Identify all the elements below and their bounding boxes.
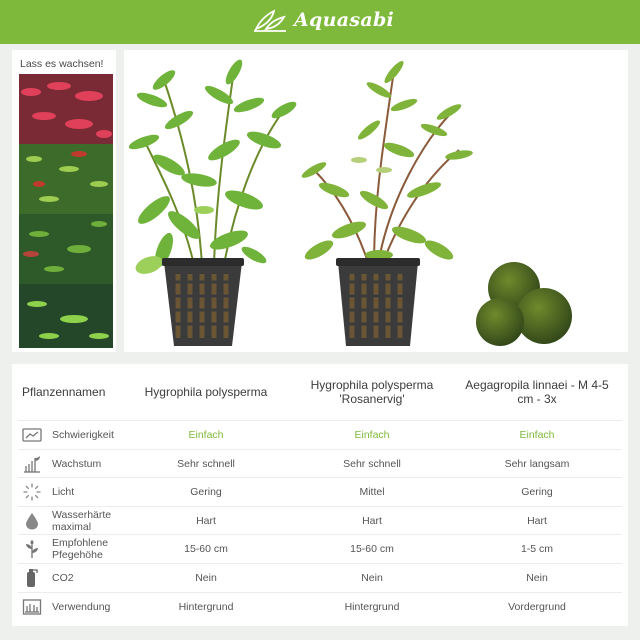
aquarium-photo-panel xyxy=(12,50,116,352)
table-cell: Sehr schnell xyxy=(177,457,235,470)
table-cell: Einfach xyxy=(519,429,555,441)
table-cell: Sehr schnell xyxy=(343,457,401,470)
difficulty-icon xyxy=(22,425,42,445)
table-cell: Gering xyxy=(521,486,553,499)
row-label: Verwendung xyxy=(52,600,111,613)
table-row xyxy=(18,592,622,621)
table-cell: Hintergrund xyxy=(344,600,400,613)
table-cell: Mittel xyxy=(359,486,385,499)
co2-bottle-icon xyxy=(22,568,42,588)
aquarium-photo xyxy=(19,74,113,348)
product-header-1[interactable]: Hygrophila polysperma xyxy=(144,385,268,399)
hygrophila-polysperma-rosanervig-image[interactable] xyxy=(274,50,484,350)
product-images-panel xyxy=(124,50,628,352)
brand-logo[interactable] xyxy=(252,6,394,34)
table-cell: Gering xyxy=(190,486,222,499)
table-row xyxy=(18,563,622,592)
table-cell: 1-5 cm xyxy=(520,543,554,556)
row-label: Licht xyxy=(52,486,75,499)
aegagropila-linnaei-image[interactable] xyxy=(474,250,584,350)
table-cell: Sehr langsam xyxy=(504,457,570,470)
table-cell: Nein xyxy=(195,572,217,584)
row-label: Schwierigkeit xyxy=(52,429,114,441)
table-cell: Einfach xyxy=(188,429,224,441)
table-header xyxy=(12,364,628,420)
table-cell: 15-60 cm xyxy=(184,543,228,556)
table-cell: Hart xyxy=(196,514,216,527)
table-cell: 15-60 cm xyxy=(350,543,394,556)
row-label: Empfohlene Pfegehöhe xyxy=(52,537,109,562)
plant-names-header: Pflanzennamen xyxy=(22,385,106,399)
header-wave xyxy=(0,34,640,46)
table-cell: Hintergrund xyxy=(178,600,234,613)
leaf-logo-icon xyxy=(252,7,288,33)
table-cell: Einfach xyxy=(354,429,390,441)
table-row xyxy=(18,477,622,506)
row-label: Wachstum xyxy=(52,457,102,470)
plant-height-icon xyxy=(22,539,42,559)
table-row xyxy=(18,420,622,449)
table-cell: Nein xyxy=(526,572,548,584)
table-row xyxy=(18,449,622,478)
table-cell: Hart xyxy=(362,514,382,527)
table-cell: Vordergrund xyxy=(508,600,566,613)
row-label: Wasserhärte maximal xyxy=(52,508,112,533)
table-row xyxy=(18,534,622,563)
row-label: CO2 xyxy=(52,572,74,584)
aquarium-usage-icon xyxy=(22,597,42,617)
product-header-3[interactable]: Aegagropila linnaei - M 4-5 cm - 3x xyxy=(465,378,609,406)
brand-name: Aquasabi xyxy=(294,9,395,31)
table-cell: Hart xyxy=(527,514,547,527)
photo-caption: Lass es wachsen! xyxy=(20,58,104,70)
product-header-2[interactable]: Hygrophila polysperma 'Rosanervig' xyxy=(310,378,434,406)
growth-icon xyxy=(22,454,42,474)
plant-comparison-table xyxy=(12,364,628,626)
table-row xyxy=(18,506,622,535)
light-icon xyxy=(22,482,42,502)
table-cell: Nein xyxy=(361,572,383,584)
water-drop-icon xyxy=(22,511,42,531)
